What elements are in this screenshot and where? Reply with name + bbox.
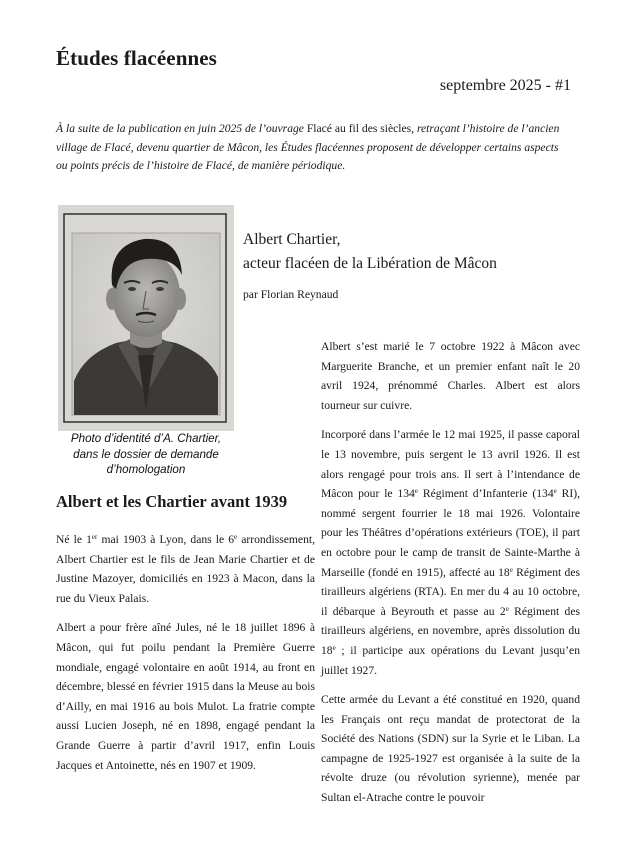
text-run: Né le 1 xyxy=(56,533,92,546)
caption-line: dans le dossier de demande xyxy=(73,447,219,461)
caption-line: Photo d’identité d’A. Chartier, xyxy=(70,432,222,445)
journal-title: Études flacéennes xyxy=(56,46,217,70)
text-run: Régiment d’Infanterie (134 xyxy=(417,487,554,501)
superscript: er xyxy=(91,533,98,541)
caption-line: d’homologation xyxy=(106,463,186,476)
text-run: Régiment des tirailleurs algériens, en novembre, après dissolution du 18 xyxy=(321,604,580,657)
text-run: Incorporé dans l’armée le 12 mai 1925, il passe caporal le 13 novembre, puis sergent le 13 avril 1926. Il est alors rengagé pour trois ans. Il sert à l’intendance de Mâcon pour le 134 xyxy=(321,428,580,501)
superscript: e xyxy=(414,487,418,496)
intro-paragraph xyxy=(56,120,572,176)
portrait-illustration xyxy=(58,205,234,431)
superscript: e xyxy=(505,604,509,613)
paragraph: Albert a pour frère aîné Jules, né le 18 juillet 1896 à Mâcon, qui fut poilu pendant la Première Guerre mondiale, engagé volontaire en août 1914, au front en décembre, blessé en février 1915 dans la Meuse au bois d’Ailly, en mai 1916 au bois Mulot. La fratrie compte aussi Lucien Joseph, né en 1898, engagé pendant la Grande Guerre à partir d’avril 1917, enfin Louis Jacques et Antoinette, nés en 1907 et 1909. xyxy=(56,621,315,772)
paragraph: Albert s’est marié le 7 octobre 1922 à Mâcon avec Marguerite Branche, et un premier enfant naît le 20 avril 1924, prénommé Charles. Albert est alors tourneur sur cuivre. xyxy=(321,340,580,412)
paragraph: Cette armée du Levant a été constitué en 1920, quand les Français ont reçu mandat de protectorat de la Société des Nations (SDN) sur la Syrie et le Liban. La campagne de 1925-1927 est organisée à la suite de la révolte druze (ou révolution syrienne), menée par Sultan el-Atrache contre le pouvoir xyxy=(321,693,580,805)
section-heading: Albert et les Chartier avant 1939 xyxy=(56,492,288,511)
portrait-photo xyxy=(58,205,234,431)
superscript: e xyxy=(234,533,238,541)
text-run: Régiment des tirailleurs algériens (RTA). En mer du 4 au 10 octobre, il débarque à Beyrouth et passe au 2 xyxy=(321,565,580,618)
article-title-line1: Albert Chartier, xyxy=(243,231,341,248)
book-title: Flacé au fil des siècles xyxy=(306,122,412,135)
intro-text-1: À la suite de la publication en juin 2025 de l’ouvrage xyxy=(56,122,307,135)
paragraph xyxy=(56,530,315,608)
article-title xyxy=(243,228,497,276)
article-title-line2: acteur flacéen de la Libération de Mâcon xyxy=(243,255,497,272)
superscript: e xyxy=(553,487,557,496)
superscript: e xyxy=(509,565,513,574)
photo-caption xyxy=(58,431,234,478)
right-column xyxy=(321,337,580,818)
paragraph xyxy=(321,425,580,680)
text-run: mai 1903 à Lyon, dans le 6 xyxy=(97,533,235,546)
text-run: arrondissement, Albert Chartier est le fils de Jean Marie Chartier et de Justine Mazoyer, domiciliés en 1923 à Macon, dans la rue du Vieux Palais. xyxy=(56,533,315,605)
left-column xyxy=(56,530,315,785)
intro-text-2: , retraçant l’histoire de l’ancien village de Flacé, devenu quartier de Mâcon, les Études flacéennes proposent de développer certains aspects ou points précis de l’histoire de Flacé, de manière périodique. xyxy=(56,122,560,172)
text-run: RI), nommé sergent fourrier le 18 mai 1926. Volontaire pour les Théâtres d’opérations extérieurs (TOE), il part en octobre pour le camp de transit de Sainte-Marthe à Marseille (fondé en 1915), affecté au 18 xyxy=(321,487,580,579)
text-run: ; il participe aux opérations du Levant jusqu’en juillet 1927. xyxy=(321,643,580,677)
issue-label: septembre 2025 - #1 xyxy=(439,77,571,94)
superscript: e xyxy=(332,643,336,652)
byline: par Florian Reynaud xyxy=(243,288,339,301)
